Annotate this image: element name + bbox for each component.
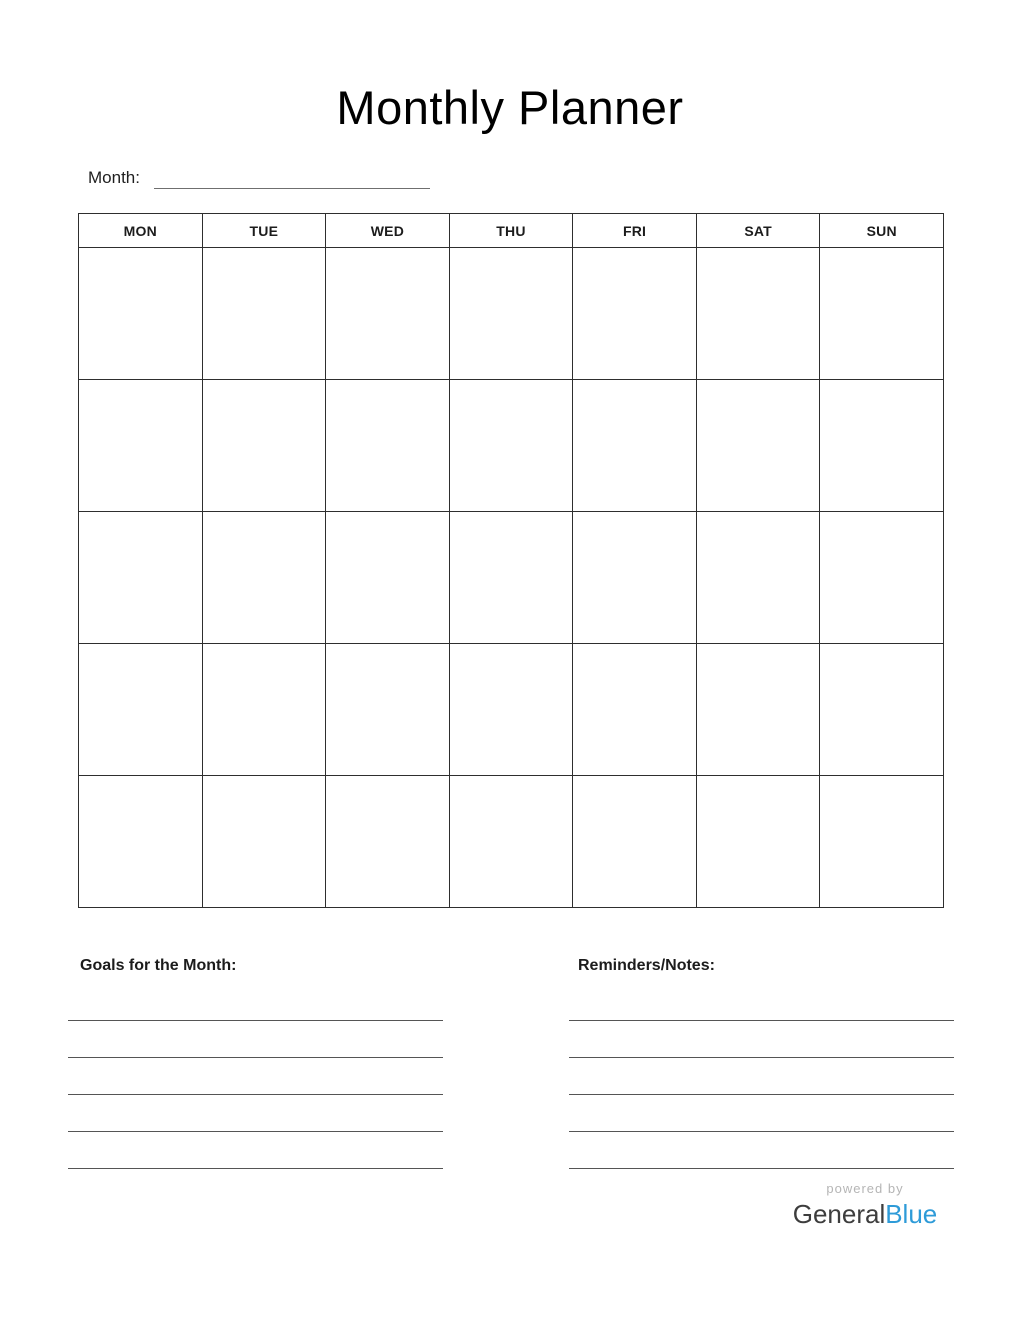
calendar-day-cell (820, 248, 944, 380)
calendar-week-row (79, 776, 944, 908)
blank-line (569, 1057, 954, 1058)
calendar-day-cell (326, 644, 450, 776)
calendar-day-cell (820, 776, 944, 908)
calendar-day-cell (449, 776, 573, 908)
calendar-day-cell (202, 380, 326, 512)
calendar-day-cell (449, 380, 573, 512)
calendar-day-cell (202, 512, 326, 644)
brand-logo-text (740, 1199, 990, 1230)
goals-lines (68, 1020, 443, 1205)
weekday-header-fri: FRI (573, 214, 697, 248)
weekday-header-tue: TUE (202, 214, 326, 248)
calendar-day-cell (696, 776, 820, 908)
calendar-day-cell (449, 248, 573, 380)
blank-line (569, 1094, 954, 1095)
reminders-lines (569, 1020, 954, 1205)
calendar-header (79, 214, 944, 248)
calendar-day-cell (820, 512, 944, 644)
calendar-week-row (79, 248, 944, 380)
goals-label: Goals for the Month: (80, 957, 237, 974)
blank-line (569, 1168, 954, 1169)
calendar-day-cell (79, 644, 203, 776)
calendar-day-cell (573, 512, 697, 644)
calendar-day-cell (573, 380, 697, 512)
calendar-day-cell (820, 644, 944, 776)
blank-line (68, 1131, 443, 1132)
calendar-day-cell (696, 512, 820, 644)
month-label: Month: (88, 168, 140, 187)
blank-line (569, 1020, 954, 1021)
blank-line (68, 1094, 443, 1095)
calendar-day-cell (326, 776, 450, 908)
calendar-day-cell (326, 248, 450, 380)
month-underline (154, 169, 430, 189)
calendar-body (79, 248, 944, 908)
reminders-label: Reminders/Notes: (578, 957, 715, 974)
weekday-header-mon: MON (79, 214, 203, 248)
page-title: Monthly Planner (336, 81, 684, 134)
calendar-day-cell (449, 644, 573, 776)
calendar-day-cell (573, 644, 697, 776)
calendar-header-row (79, 214, 944, 248)
calendar-day-cell (79, 248, 203, 380)
calendar-week-row (79, 644, 944, 776)
blank-line (569, 1131, 954, 1132)
calendar-day-cell (326, 512, 450, 644)
calendar-day-cell (449, 512, 573, 644)
calendar-week-row (79, 512, 944, 644)
footer-brand (740, 1181, 990, 1230)
calendar-day-cell (202, 776, 326, 908)
calendar-day-cell (79, 776, 203, 908)
calendar-day-cell (202, 248, 326, 380)
weekday-header-sat: SAT (696, 214, 820, 248)
powered-by-text: powered by (826, 1181, 904, 1196)
calendar-table (78, 213, 944, 908)
weekday-header-thu: THU (449, 214, 573, 248)
calendar-day-cell (696, 248, 820, 380)
calendar-day-cell (573, 776, 697, 908)
calendar-day-cell (202, 644, 326, 776)
blank-line (68, 1020, 443, 1021)
calendar-week-row (79, 380, 944, 512)
calendar-day-cell (79, 380, 203, 512)
calendar-day-cell (696, 644, 820, 776)
weekday-header-sun: SUN (820, 214, 944, 248)
brand-general-text: General (792, 1199, 886, 1229)
brand-blue-text: Blue (885, 1199, 938, 1229)
weekday-header-wed: WED (326, 214, 450, 248)
calendar-day-cell (820, 380, 944, 512)
month-row (88, 167, 430, 189)
blank-line (68, 1168, 443, 1169)
calendar-day-cell (79, 512, 203, 644)
calendar-day-cell (696, 380, 820, 512)
calendar-day-cell (326, 380, 450, 512)
blank-line (68, 1057, 443, 1058)
calendar-day-cell (573, 248, 697, 380)
